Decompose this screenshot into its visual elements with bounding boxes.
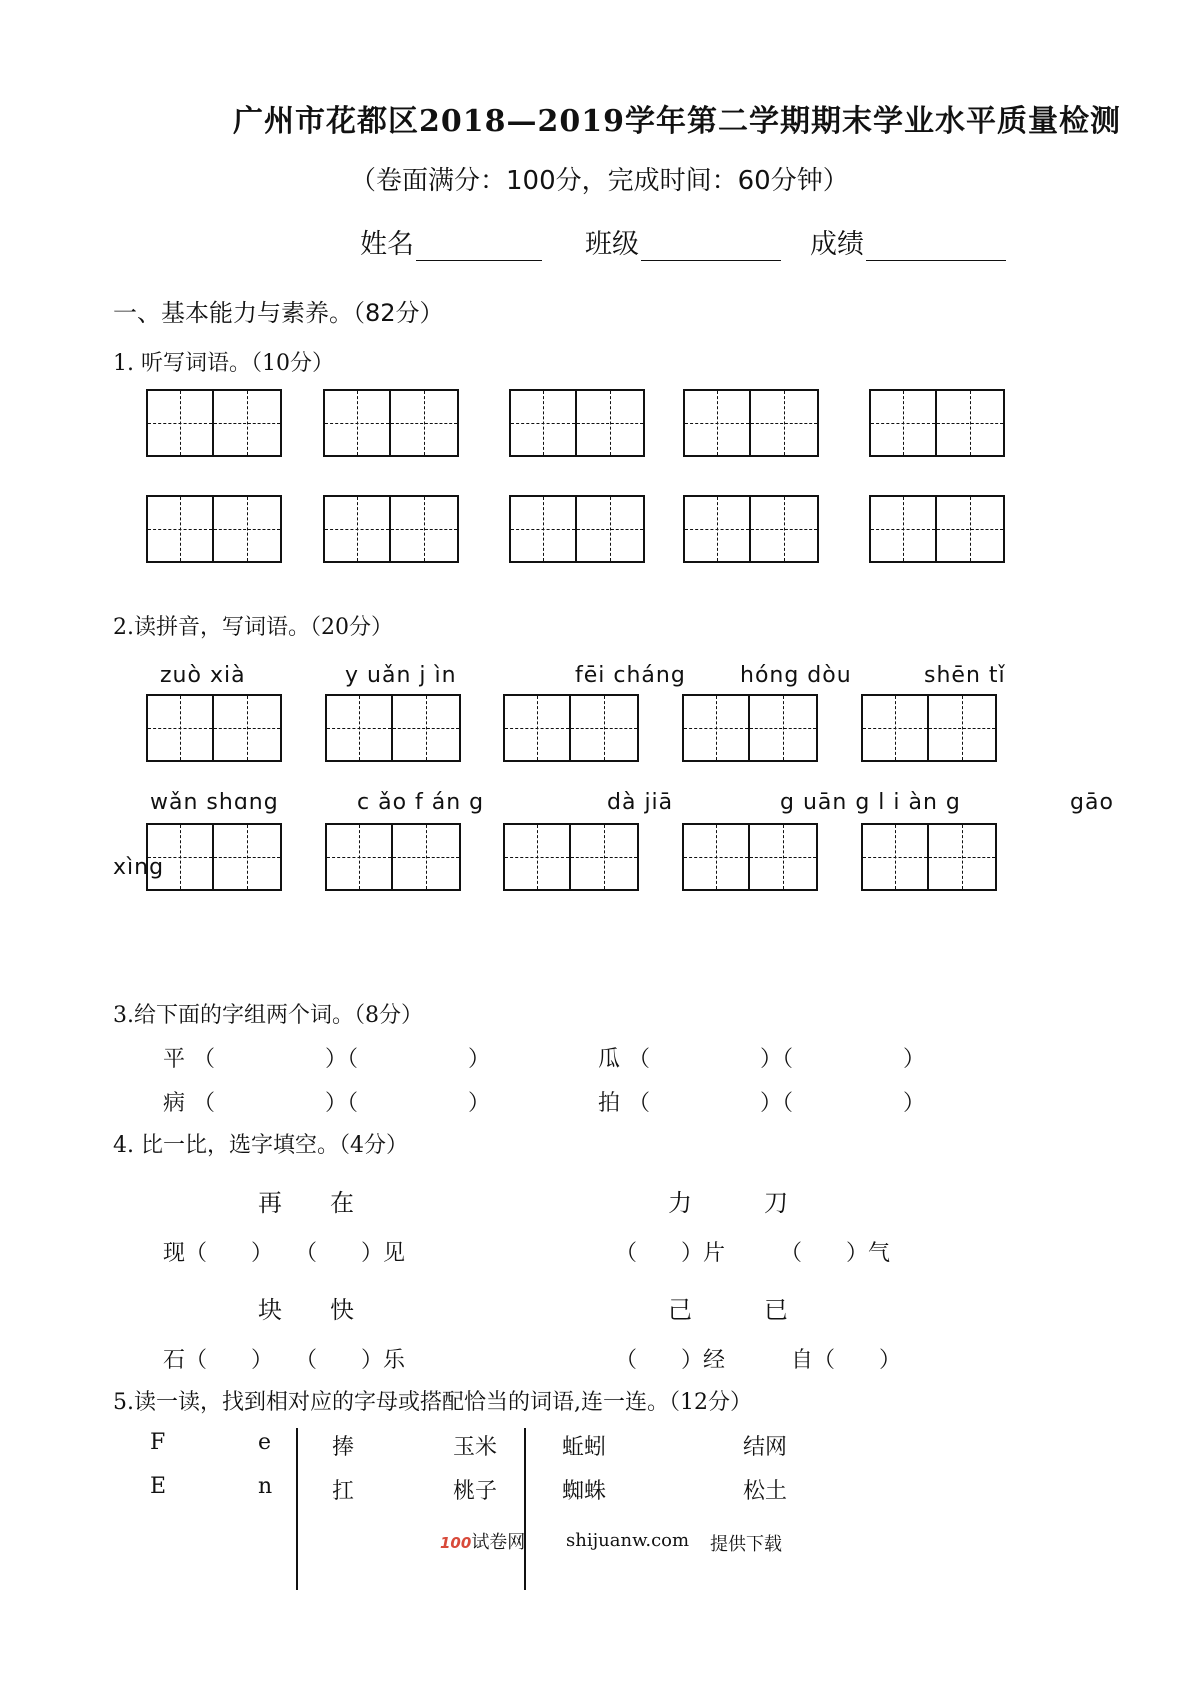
- watermark-site-name: 试卷网: [471, 1532, 526, 1553]
- q1-word-box-3[interactable]: [509, 389, 645, 457]
- q3-char-1: 平: [163, 1047, 186, 1072]
- writing-cell[interactable]: [505, 825, 571, 889]
- writing-cell[interactable]: [214, 825, 280, 889]
- cell-guide-horizontal: [148, 857, 212, 858]
- writing-cell[interactable]: [871, 497, 937, 561]
- cell-guide-horizontal: [148, 529, 212, 530]
- q3-char-4: 拍: [598, 1091, 621, 1116]
- q5-noun-2[interactable]: 桃子: [453, 1479, 498, 1504]
- cell-guide-horizontal: [325, 423, 389, 424]
- q4-pair-4: 己 已: [668, 1296, 788, 1324]
- writing-cell[interactable]: [325, 391, 391, 455]
- q2-word-box-8[interactable]: [503, 823, 639, 891]
- pinyin-2-4: g uān g l i àn g: [780, 790, 961, 815]
- q5-divider-2: [524, 1428, 526, 1590]
- pinyin-2-2: c ǎo f án g: [357, 790, 485, 815]
- q4-pair-1: 再 在: [258, 1189, 354, 1217]
- cell-guide-horizontal: [577, 529, 643, 530]
- writing-cell[interactable]: [577, 497, 643, 561]
- watermark-logo-number: 100: [440, 1534, 472, 1552]
- q4-row-2-right[interactable]: （ ）经 自（ ）: [615, 1348, 902, 1373]
- writing-cell[interactable]: [684, 825, 750, 889]
- cell-guide-horizontal: [391, 529, 457, 530]
- writing-cell[interactable]: [751, 497, 817, 561]
- question-2-title: 2.读拼音，写词语。（20分）: [113, 615, 393, 640]
- q5-letter-F[interactable]: F: [150, 1430, 166, 1455]
- q1-word-box-1[interactable]: [146, 389, 282, 457]
- q2-word-box-2[interactable]: [325, 694, 461, 762]
- writing-cell[interactable]: [505, 696, 571, 760]
- cell-guide-horizontal: [325, 529, 389, 530]
- writing-cell[interactable]: [148, 825, 214, 889]
- writing-cell[interactable]: [148, 696, 214, 760]
- q4-row-2-left[interactable]: 石（ ） （ ）乐: [163, 1348, 406, 1373]
- section-1-title: 一、基本能力与素养。（82分）: [113, 299, 444, 327]
- q2-word-box-3[interactable]: [503, 694, 639, 762]
- q3-blanks-4[interactable]: （ ）（ ）: [628, 1091, 926, 1116]
- question-4-title: 4. 比一比，选字填空。（4分）: [113, 1133, 408, 1158]
- writing-cell[interactable]: [684, 696, 750, 760]
- writing-cell[interactable]: [929, 696, 995, 760]
- q2-word-box-7[interactable]: [325, 823, 461, 891]
- q3-blanks-1[interactable]: （ ）（ ）: [193, 1047, 491, 1072]
- q4-pair-3: 块 快: [258, 1296, 354, 1324]
- watermark-url: shijuanw.com: [566, 1530, 690, 1551]
- writing-cell[interactable]: [929, 825, 995, 889]
- q5-action-1[interactable]: 结网: [743, 1435, 788, 1460]
- writing-cell[interactable]: [148, 497, 214, 561]
- q2-word-box-6[interactable]: [146, 823, 282, 891]
- score-blank[interactable]: [866, 234, 1006, 261]
- writing-cell[interactable]: [577, 391, 643, 455]
- q5-letter-e[interactable]: e: [258, 1430, 272, 1455]
- pinyin-1-5: shēn tǐ: [924, 663, 1006, 688]
- q2-word-box-5[interactable]: [861, 694, 997, 762]
- cell-guide-horizontal: [391, 423, 457, 424]
- cell-guide-horizontal: [929, 857, 995, 858]
- writing-cell[interactable]: [391, 497, 457, 561]
- writing-cell[interactable]: [863, 696, 929, 760]
- cell-guide-horizontal: [685, 423, 749, 424]
- writing-cell[interactable]: [214, 391, 280, 455]
- cell-guide-horizontal: [148, 728, 212, 729]
- q3-blanks-2[interactable]: （ ）（ ）: [628, 1047, 926, 1072]
- score-label: 成绩: [810, 229, 864, 260]
- pinyin-2-5: gāo: [1070, 790, 1114, 815]
- cell-guide-horizontal: [871, 529, 935, 530]
- watermark-logo: [440, 1528, 525, 1554]
- q3-blanks-3[interactable]: （ ）（ ）: [193, 1091, 491, 1116]
- q1-word-box-7[interactable]: [323, 495, 459, 563]
- cell-guide-horizontal: [684, 728, 748, 729]
- cell-guide-horizontal: [863, 728, 927, 729]
- writing-cell[interactable]: [148, 391, 214, 455]
- writing-cell[interactable]: [511, 497, 577, 561]
- writing-cell[interactable]: [214, 696, 280, 760]
- page-subtitle: （卷面满分：100分，完成时间：60分钟）: [350, 166, 849, 196]
- question-1-title: 1. 听写词语。（10分）: [113, 351, 334, 376]
- writing-cell[interactable]: [685, 391, 751, 455]
- cell-guide-horizontal: [505, 857, 569, 858]
- writing-cell[interactable]: [391, 391, 457, 455]
- pinyin-1-2: y uǎn j ìn: [345, 663, 457, 688]
- writing-cell[interactable]: [750, 696, 816, 760]
- q1-word-box-9[interactable]: [683, 495, 819, 563]
- writing-cell[interactable]: [750, 825, 816, 889]
- cell-guide-horizontal: [937, 423, 1003, 424]
- writing-cell[interactable]: [937, 391, 1003, 455]
- cell-guide-horizontal: [214, 423, 280, 424]
- cell-guide-horizontal: [571, 857, 637, 858]
- writing-cell[interactable]: [393, 696, 459, 760]
- cell-guide-horizontal: [937, 529, 1003, 530]
- q4-pair-2: 力 刀: [668, 1189, 788, 1217]
- cell-guide-horizontal: [929, 728, 995, 729]
- pinyin-1-4: hóng dòu: [740, 663, 852, 688]
- writing-cell[interactable]: [871, 391, 937, 455]
- q1-word-box-2[interactable]: [323, 389, 459, 457]
- cell-guide-horizontal: [685, 529, 749, 530]
- cell-guide-horizontal: [863, 857, 927, 858]
- watermark-download: 提供下载: [710, 1534, 782, 1555]
- cell-guide-horizontal: [751, 423, 817, 424]
- q1-word-box-8[interactable]: [509, 495, 645, 563]
- q2-word-box-9[interactable]: [682, 823, 818, 891]
- cell-guide-horizontal: [571, 728, 637, 729]
- cell-guide-horizontal: [750, 728, 816, 729]
- pinyin-2-6: xìng: [113, 855, 165, 880]
- q4-row-1-left[interactable]: 现（ ） （ ）见: [163, 1241, 406, 1266]
- writing-cell[interactable]: [327, 825, 393, 889]
- cell-guide-horizontal: [327, 728, 391, 729]
- writing-cell[interactable]: [863, 825, 929, 889]
- cell-guide-horizontal: [327, 857, 391, 858]
- name-blank[interactable]: [416, 234, 542, 261]
- q5-action-2[interactable]: 松土: [743, 1479, 788, 1504]
- writing-cell[interactable]: [511, 391, 577, 455]
- cell-guide-horizontal: [214, 529, 280, 530]
- q1-word-box-6[interactable]: [146, 495, 282, 563]
- cell-guide-horizontal: [750, 857, 816, 858]
- q1-word-box-5[interactable]: [869, 389, 1005, 457]
- q5-letter-E[interactable]: E: [150, 1474, 167, 1499]
- writing-cell[interactable]: [937, 497, 1003, 561]
- q4-row-1-right[interactable]: （ ）片 （ ）气: [615, 1241, 891, 1266]
- class-blank[interactable]: [641, 234, 781, 261]
- pinyin-2-1: wǎn shɑng: [150, 790, 279, 815]
- cell-guide-horizontal: [684, 857, 748, 858]
- pinyin-2-3: dà jiā: [607, 790, 674, 815]
- cell-guide-horizontal: [214, 857, 280, 858]
- cell-guide-horizontal: [871, 423, 935, 424]
- q1-word-box-10[interactable]: [869, 495, 1005, 563]
- cell-guide-horizontal: [393, 728, 459, 729]
- class-label: 班级: [585, 229, 639, 260]
- writing-cell[interactable]: [325, 497, 391, 561]
- writing-cell[interactable]: [327, 696, 393, 760]
- page-title: 广州市花都区2018—2019学年第二学期期末学业水平质量检测: [233, 104, 1121, 139]
- writing-cell[interactable]: [214, 497, 280, 561]
- writing-cell[interactable]: [685, 497, 751, 561]
- q5-noun-1[interactable]: 玉米: [453, 1435, 498, 1460]
- name-label: 姓名: [360, 229, 414, 260]
- q5-verb-1[interactable]: 捧: [332, 1435, 355, 1460]
- cell-guide-horizontal: [214, 728, 280, 729]
- class-field[interactable]: [585, 222, 781, 261]
- q5-verb-2[interactable]: 扛: [332, 1479, 355, 1504]
- q5-divider-1: [296, 1428, 298, 1590]
- q3-char-2: 瓜: [598, 1047, 621, 1072]
- q2-word-box-1[interactable]: [146, 694, 282, 762]
- writing-cell[interactable]: [751, 391, 817, 455]
- q1-word-box-4[interactable]: [683, 389, 819, 457]
- cell-guide-horizontal: [511, 423, 575, 424]
- writing-cell[interactable]: [571, 696, 637, 760]
- cell-guide-horizontal: [511, 529, 575, 530]
- pinyin-1-3: fēi cháng: [575, 663, 686, 688]
- q2-word-box-4[interactable]: [682, 694, 818, 762]
- cell-guide-horizontal: [577, 423, 643, 424]
- cell-guide-horizontal: [148, 423, 212, 424]
- name-field[interactable]: [360, 222, 542, 261]
- cell-guide-horizontal: [751, 529, 817, 530]
- q5-animal-1[interactable]: 蚯蚓: [562, 1435, 607, 1460]
- question-3-title: 3.给下面的字组两个词。（8分）: [113, 1003, 423, 1028]
- score-field[interactable]: [810, 222, 1006, 261]
- q5-letter-n[interactable]: n: [258, 1474, 273, 1499]
- question-5-title: 5.读一读，找到相对应的字母或搭配恰当的词语,连一连。（12分）: [113, 1390, 752, 1415]
- pinyin-1-1: zuò xià: [160, 663, 246, 688]
- writing-cell[interactable]: [571, 825, 637, 889]
- cell-guide-horizontal: [505, 728, 569, 729]
- q3-char-3: 病: [163, 1091, 186, 1116]
- q2-word-box-10[interactable]: [861, 823, 997, 891]
- cell-guide-horizontal: [393, 857, 459, 858]
- q5-animal-2[interactable]: 蜘蛛: [562, 1479, 607, 1504]
- writing-cell[interactable]: [393, 825, 459, 889]
